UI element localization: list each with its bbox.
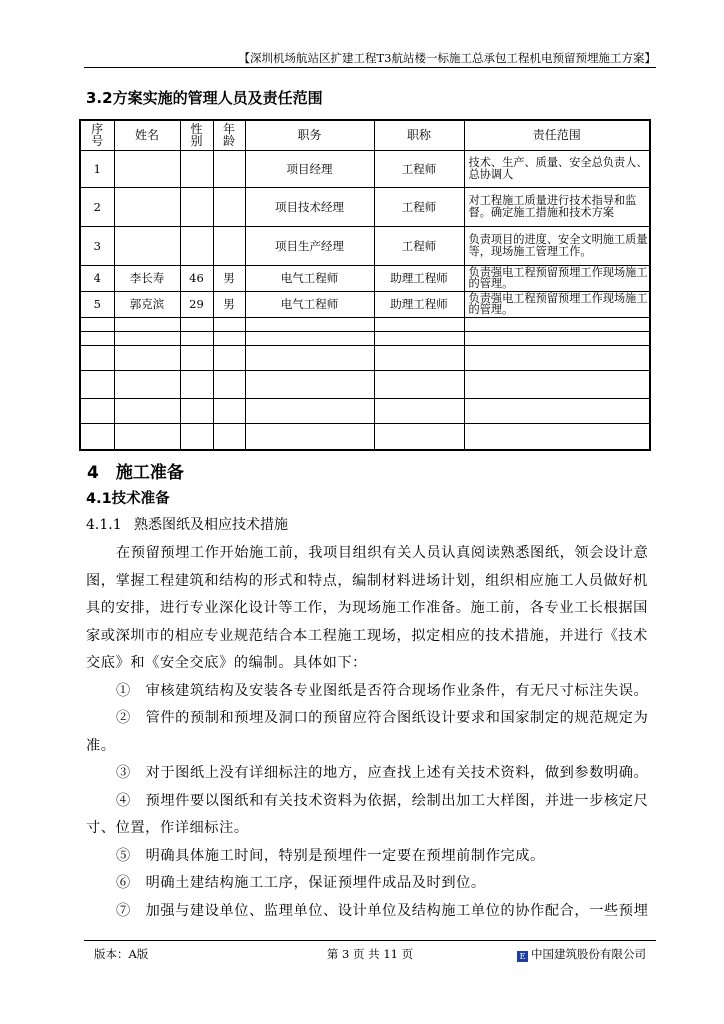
page-header: 【深圳机场航站区扩建工程T3航站楼一标施工总承包工程机电预留预埋施工方案】	[238, 51, 656, 65]
table-row	[80, 291, 650, 317]
cell-title	[374, 331, 464, 345]
cell-title	[374, 370, 464, 398]
list-item-2: ② 管件的预制和预埋及洞口的预留应符合图纸设计要求和国家制定的规范规定为准。	[86, 710, 649, 754]
cell-name	[114, 187, 180, 226]
header-age: 年 龄	[213, 120, 245, 150]
cell-title: 工程师	[374, 150, 464, 187]
cell-responsibility: 对工程施工质量进行技术指导和监督。确定施工措施和技术方案	[464, 187, 650, 226]
cell-position: 项目经理	[245, 150, 374, 187]
cell-index: 1	[80, 150, 114, 187]
header-responsibility: 责任范围	[464, 120, 650, 150]
cell-index: 2	[80, 187, 114, 226]
cell-name	[114, 423, 180, 450]
list-item-7: ⑦ 加强与建设单位、监理单位、设计单位及结构施工单位的协作配合，一些预埋	[116, 902, 649, 919]
company-name: 中国建筑股份有限公司	[531, 947, 646, 961]
cell-responsibility: 负责强电工程预留预埋工作现场施工的管理。	[464, 265, 650, 291]
company-label	[517, 946, 646, 962]
table-row	[80, 398, 650, 423]
cell-index	[80, 345, 114, 370]
table-row	[80, 345, 650, 370]
intro-paragraph: 在预留预埋工作开始施工前，我项目组织有关人员认真阅读熟悉图纸，领会设计意图，掌握工程建筑和结构的形式和特点，编制材料进场计划，组织相应施工人员做好机具的安排，进行专业深化设计等工作，为现场施工作准备。施工前，各专业工长根据国家或深圳市的相应专业规范结合本工程施工现场，拟定相应的技术措施，并进行《技术交底》和《安全交底》的编制。具体如下：	[86, 545, 649, 671]
section-4-1-1-title: 熟悉图纸及相应技术措施	[134, 517, 288, 533]
cell-name: 李长寿	[114, 265, 180, 291]
page-number: 第 3 页 共 11 页	[326, 947, 414, 961]
cell-name	[114, 345, 180, 370]
cell-name	[114, 331, 180, 345]
cell-age: 男	[213, 265, 245, 291]
cell-title	[374, 398, 464, 423]
cell-position: 电气工程师	[245, 291, 374, 317]
table-row	[80, 370, 650, 398]
cell-responsibility: 负责强电工程预留预埋工作现场施工的管理。	[464, 291, 650, 317]
cell-index: 5	[80, 291, 114, 317]
cell-responsibility	[464, 331, 650, 345]
cell-name	[114, 398, 180, 423]
table-row	[80, 265, 650, 291]
cell-index	[80, 398, 114, 423]
cell-title: 工程师	[374, 187, 464, 226]
cell-age	[213, 423, 245, 450]
cell-position	[245, 423, 374, 450]
cell-responsibility	[464, 423, 650, 450]
cell-position	[245, 345, 374, 370]
cell-gender	[180, 317, 213, 331]
table-row	[80, 423, 650, 450]
header-name: 姓名	[114, 120, 180, 150]
cell-age	[213, 370, 245, 398]
cell-gender: 29	[180, 291, 213, 317]
header-gender: 性 别	[180, 120, 213, 150]
cell-responsibility	[464, 345, 650, 370]
header-position: 职务	[245, 120, 374, 150]
cell-title: 工程师	[374, 226, 464, 265]
footer-rule	[84, 940, 656, 941]
table-row	[80, 150, 650, 187]
cell-title	[374, 423, 464, 450]
cell-gender	[180, 226, 213, 265]
cell-index	[80, 317, 114, 331]
section-4-heading: 4 施工准备	[87, 463, 184, 483]
cell-age	[213, 317, 245, 331]
body-text	[86, 540, 658, 925]
cell-index: 4	[80, 265, 114, 291]
header-rule	[84, 67, 656, 68]
section-4-1-1-heading	[86, 515, 288, 535]
cell-name	[114, 317, 180, 331]
page-footer	[84, 946, 656, 962]
staff-table	[79, 119, 651, 451]
cell-age	[213, 226, 245, 265]
table-header-row	[80, 120, 650, 150]
cell-position: 电气工程师	[245, 265, 374, 291]
list-item-1: ① 审核建筑结构及安装各专业图纸是否符合现场作业条件，有无尺寸标注失误。	[116, 682, 649, 699]
cell-title	[374, 317, 464, 331]
cell-gender: 46	[180, 265, 213, 291]
cell-position	[245, 317, 374, 331]
cell-gender	[180, 187, 213, 226]
cell-gender	[180, 370, 213, 398]
section-4-1-heading: 4.1技术准备	[86, 491, 170, 507]
cell-responsibility	[464, 317, 650, 331]
cell-name: 郭克滨	[114, 291, 180, 317]
cell-position	[245, 398, 374, 423]
cell-responsibility: 负责项目的进度、安全文明施工质量等，现场施工管理工作。	[464, 226, 650, 265]
cell-title: 助理工程师	[374, 265, 464, 291]
cell-name	[114, 370, 180, 398]
version-label: 版本：A版	[94, 947, 149, 961]
section-3-2-heading: 3.2方案实施的管理人员及责任范围	[86, 89, 323, 107]
cell-position	[245, 370, 374, 398]
table-row	[80, 331, 650, 345]
cell-gender	[180, 398, 213, 423]
cell-name	[114, 226, 180, 265]
header-index: 序 号	[80, 120, 114, 150]
cell-title	[374, 345, 464, 370]
cell-age	[213, 331, 245, 345]
cell-responsibility	[464, 398, 650, 423]
cell-gender	[180, 423, 213, 450]
cell-position: 项目生产经理	[245, 226, 374, 265]
cell-responsibility: 技术、生产、质量、安全总负责人、总协调人	[464, 150, 650, 187]
cell-index	[80, 370, 114, 398]
cell-responsibility	[464, 370, 650, 398]
cell-position: 项目技术经理	[245, 187, 374, 226]
cell-gender	[180, 345, 213, 370]
list-item-6: ⑥ 明确土建结构施工工序，保证预埋件成品及时到位。	[116, 875, 486, 891]
cell-name	[114, 150, 180, 187]
section-4-1-1-number: 4.1.1	[86, 517, 122, 533]
company-logo-icon: E	[517, 951, 528, 962]
cell-age	[213, 150, 245, 187]
table-row	[80, 317, 650, 331]
cell-gender	[180, 331, 213, 345]
cell-age: 男	[213, 291, 245, 317]
cell-age	[213, 187, 245, 226]
cell-position	[245, 331, 374, 345]
cell-title: 助理工程师	[374, 291, 464, 317]
header-title: 职称	[374, 120, 464, 150]
table-body	[80, 150, 650, 450]
list-item-4: ④ 预埋件要以图纸和有关技术资料为依据，绘制出加工大样图，并进一步核定尺寸、位置，作详细标注。	[86, 792, 649, 836]
cell-index	[80, 331, 114, 345]
list-item-5: ⑤ 明确具体施工时间，特别是预埋件一定要在预埋前制作完成。	[116, 847, 545, 864]
table-row	[80, 187, 650, 226]
cell-age	[213, 345, 245, 370]
table-row	[80, 226, 650, 265]
list-item-3: ③ 对于图纸上没有详细标注的地方，应查找上述有关技术资料，做到参数明确。	[116, 765, 649, 781]
cell-gender	[180, 150, 213, 187]
cell-age	[213, 398, 245, 423]
cell-index: 3	[80, 226, 114, 265]
cell-index	[80, 423, 114, 450]
